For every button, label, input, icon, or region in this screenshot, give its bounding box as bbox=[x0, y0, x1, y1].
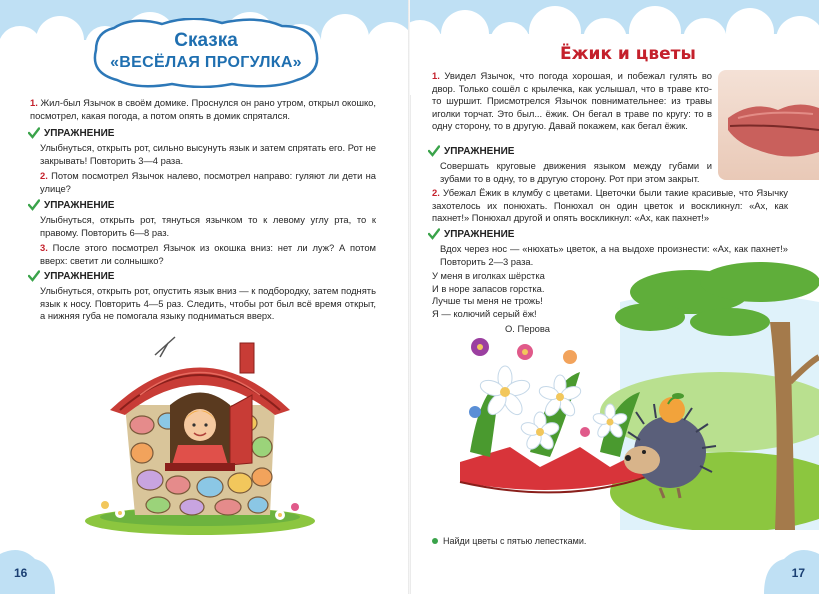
exercise-label: УПРАЖНЕНИЕ bbox=[444, 228, 515, 240]
title-line-2: «ВЕСЁЛАЯ ПРОГУЛКА» bbox=[110, 54, 302, 71]
paragraph-number: 3. bbox=[40, 242, 48, 253]
exercise-label: УПРАЖНЕНИЕ bbox=[44, 270, 115, 282]
page-number: 17 bbox=[791, 566, 805, 580]
exercise-heading-3 bbox=[28, 270, 114, 282]
exercise-heading-2 bbox=[28, 199, 114, 211]
poem-line: Лучше ты меня не трожь! bbox=[432, 295, 543, 307]
paragraph-number: 1. bbox=[30, 97, 38, 108]
paragraph-number: 2. bbox=[40, 170, 48, 181]
exercise-text-3: Улыбнуться, открыть рот, опустить язык вниз — к подбородку, затем поднять язык к носу. Повторить 4—5 раз. Следить, чтобы рот был всё время открыт, а нижняя губа не помогала языку подниматься вверх. bbox=[40, 285, 376, 322]
paragraph-text: Жил-был Язычок в своём домике. Проснулся он рано утром, открыл окошко, посмотрел, какая погода, а потом опять в домик спрятался. bbox=[30, 97, 376, 121]
story-paragraph-3 bbox=[40, 242, 376, 267]
exercise-text-2: Улыбнуться, открыть рот, тянуться язычком то к левому углу рта, то к правому. Повторить 6—8 раз. bbox=[40, 214, 376, 238]
exercise-label: УПРАЖНЕНИЕ bbox=[44, 199, 115, 211]
exercise-label: УПРАЖНЕНИЕ bbox=[44, 127, 115, 139]
paragraph-text: Убежал Ёжик в клумбу с цветами. Цветочки были такие красивые, что Язычку захотелось их понюхать. Понюхал он один цветок и воскликнул: «Ах, как пахнет!» Понюхал другой и опять воскликнул: «Ах, как пахнет!» bbox=[432, 187, 788, 224]
check-icon bbox=[28, 270, 40, 282]
poem-line: Я — колючий серый ёж! bbox=[432, 307, 537, 319]
title-line-1: Сказка bbox=[174, 30, 238, 51]
story-paragraph-1 bbox=[432, 70, 712, 133]
paragraph-text: Увидел Язычок, что погода хорошая, и побежал гулять во двор. Только сошёл с крылечка, как услышал, что в траве кто-то шуршит. Присмотрелся Язычок повнимательнее: из травы иголки торчат. Это был... ёжик. Он бегал в траве по кругу: то в одну сторону, то в другую. Давай покажем, как бегал ёжик. bbox=[432, 70, 712, 132]
exercise-text-1: Улыбнуться, открыть рот, сильно высунуть язык и затем спрятать его. Рот не закрывать! Повторить 3—4 раза. bbox=[40, 142, 376, 166]
page-number: 16 bbox=[14, 566, 28, 580]
exercise-text-2: Вдох через нос — «нюхать» цветок, а на выдохе произнести: «Ах, как пахнет!» Повторить 2—3 раза. bbox=[440, 243, 788, 267]
exercise-label: УПРАЖНЕНИЕ bbox=[444, 145, 515, 157]
exercise-text-1: Совершать круговые движения языком между губами и зубами то в одну, то в другую сторону. Рот при этом закрыт. bbox=[440, 160, 712, 184]
exercise-heading-1 bbox=[428, 145, 514, 157]
page-title: Ёжик и цветы bbox=[560, 44, 696, 64]
corner-decoration-left bbox=[0, 544, 60, 594]
exercise-heading-1 bbox=[28, 127, 114, 139]
house-illustration bbox=[80, 325, 320, 535]
caption-text: Найди цветы с пятью лепестками. bbox=[443, 536, 587, 546]
mouth-image bbox=[718, 70, 819, 180]
corner-decoration-right bbox=[759, 544, 819, 594]
hedgehog-illustration bbox=[450, 262, 819, 530]
check-icon bbox=[28, 127, 40, 139]
lips-photo bbox=[718, 70, 819, 180]
bullet-dot-icon bbox=[432, 538, 438, 544]
paragraph-text: Потом посмотрел Язычок налево, посмотрел направо: гуляют ли дети на улице? bbox=[40, 170, 376, 194]
caption bbox=[432, 536, 586, 546]
paragraph-number: 2. bbox=[432, 187, 440, 198]
check-icon bbox=[428, 228, 440, 240]
poem-author: О. Перова bbox=[505, 323, 550, 334]
paragraph-number: 1. bbox=[432, 70, 440, 81]
page-title bbox=[92, 30, 320, 74]
check-icon bbox=[28, 199, 40, 211]
poem-line: У меня в иголках шёрстка bbox=[432, 270, 545, 281]
story-paragraph-1 bbox=[30, 97, 376, 122]
story-paragraph-2 bbox=[432, 187, 788, 225]
check-icon bbox=[428, 145, 440, 157]
story-paragraph-2 bbox=[40, 170, 376, 195]
poem-line: И в норе запасов горстка. bbox=[432, 282, 545, 294]
exercise-heading-2 bbox=[428, 228, 514, 240]
right-page bbox=[410, 0, 819, 594]
paragraph-text: После этого посмотрел Язычок из окошка вниз: нет ли луж? А потом вверх: светит ли солнышко? bbox=[40, 242, 376, 266]
left-page bbox=[0, 0, 409, 594]
